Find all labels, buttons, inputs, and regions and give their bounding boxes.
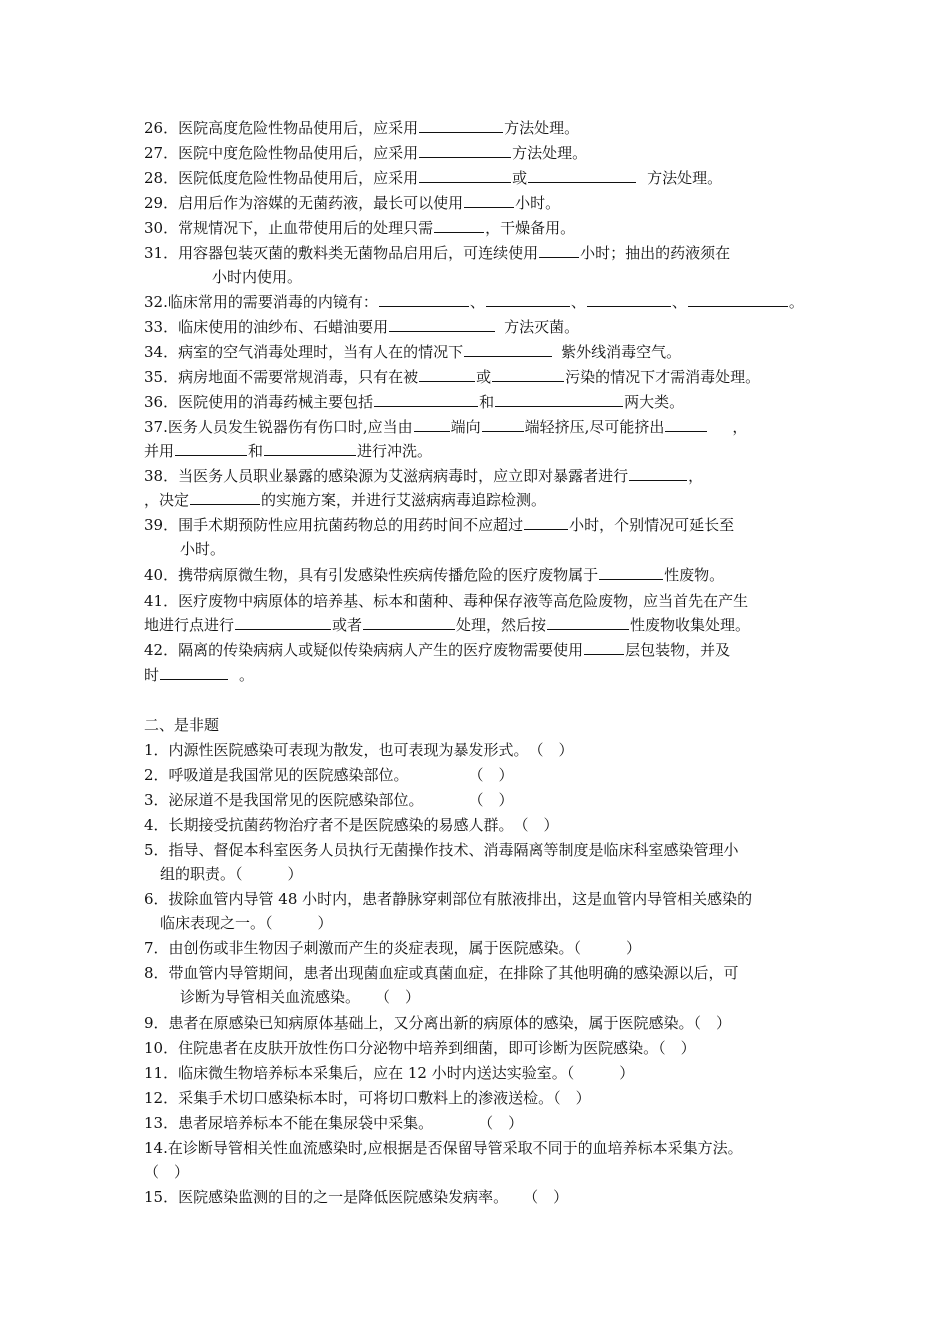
question-39: 39．围手术期预防性应用抗菌药物总的用药时间不应超过 小时，个别情况可延长至 [144,516,735,534]
question-40: 40．携带病原微生物，具有引发感染性疾病传播危险的医疗废物属于 性废物。 [144,566,725,584]
section-title: 二、是非题 [144,716,220,734]
blank[interactable] [414,417,450,432]
tf-item-6: 6．拔除血管内导管 48 小时内，患者静脉穿刺部位有脓液排出，这是血管内导管相关感染的 [144,890,753,908]
tf-item-1: 1．内源性医院感染可表现为散发，也可表现为暴发形式。 （ ） [144,741,574,759]
tf-item-5: 5．指导、督促本科室医务人员执行无菌操作技术、消毒隔离等制度是临床科室感染管理小 [144,841,739,859]
question-26: 26．医院高度危险性物品使用后，应采用 方法处理。 [144,119,580,137]
question-27: 27．医院中度危险性物品使用后，应采用 方法处理。 [144,144,588,162]
blank[interactable] [419,118,503,133]
blank[interactable] [160,665,228,680]
blank[interactable] [482,417,524,432]
blank[interactable] [688,292,788,307]
question-33: 33．临床使用的油纱布、石蜡油要用 方法灭菌。 [144,318,580,336]
blank[interactable] [235,615,331,630]
blank[interactable] [379,292,469,307]
question-42-cont: 时 。 [144,666,255,684]
blank[interactable] [492,367,564,382]
blank[interactable] [599,565,663,580]
question-29: 29．启用后作为溶媒的无菌药液，最长可以使用 小时。 [144,194,561,212]
blank[interactable] [389,317,495,332]
question-32: 32.临床常用的需要消毒的内镜有： 、 、 、 。 [144,293,804,311]
blank[interactable] [175,441,247,456]
question-34: 34．病室的空气消毒处理时，当有人在的情况下 紫外线消毒空气。 [144,343,682,361]
tf-item-10: 10．住院患者在皮肤开放性伤口分泌物中培养到细菌，即可诊断为医院感染。（ ） [144,1039,696,1057]
question-41-cont: 地进行点进行 或者 处理，然后按 性废物收集处理。 [144,616,751,634]
tf-item-6-cont: 临床表现之一。（ ） [160,914,333,932]
question-31-cont: 小时内使用。 [212,268,303,286]
question-30: 30．常规情况下，止血带使用后的处理只需 ，干燥备用。 [144,219,576,237]
blank[interactable] [190,490,260,505]
question-41: 41．医疗废物中病原体的培养基、标本和菌种、毒种保存液等高危险废物，应当首先在产生 [144,592,749,610]
blank[interactable] [419,168,511,183]
blank[interactable] [486,292,570,307]
tf-item-11: 11．临床微生物培养标本采集后，应在 12 小时内送达实验室。（ ） [144,1064,635,1082]
question-31: 31．用容器包装灭菌的敷料类无菌物品启用后，可连续使用 小时；抽出的药液须在 [144,244,731,262]
blank[interactable] [629,466,687,481]
question-37: 37.医务人员发生锐器伤有伤口时,应当由 端向 端轻挤压,尽可能挤出 ， [144,418,748,436]
tf-item-8-cont: 诊断为导管相关血流感染。 （ ） [180,988,421,1006]
tf-item-8: 8．带血管内导管期间，患者出现菌血症或真菌血症，在排除了其他明确的感染源以后，可 [144,964,739,982]
question-38-cont: ，决定 的实施方案，并进行艾滋病病毒追踪检测。 [144,491,547,509]
question-38: 38．当医务人员职业暴露的感染源为艾滋病病毒时，应立即对暴露者进行 ， [144,467,704,485]
blank[interactable] [374,392,478,407]
blank[interactable] [665,417,707,432]
blank[interactable] [584,640,624,655]
blank[interactable] [539,243,579,258]
tf-item-14: 14.在诊断导管相关性血流感染时,应根据是否保留导管采取不同于的血培养标本采集方法。 [144,1139,743,1157]
blank[interactable] [464,193,514,208]
blank[interactable] [434,218,484,233]
blank[interactable] [587,292,671,307]
tf-item-4: 4．长期接受抗菌药物治疗者不是医院感染的易感人群。 （ ） [144,816,559,834]
blank[interactable] [495,392,623,407]
tf-item-12: 12．采集手术切口感染标本时，可将切口敷料上的渗液送检。（ ） [144,1089,591,1107]
question-36: 36．医院使用的消毒药械主要包括 和 两大类。 [144,393,685,411]
tf-item-9: 9．患者在原感染已知病原体基础上，又分离出新的病原体的感染，属于医院感染。（ ） [144,1014,732,1032]
tf-item-13: 13．患者尿培养标本不能在集尿袋中采集。 （ ） [144,1114,524,1132]
tf-item-14-cont: （ ） [144,1163,190,1181]
blank[interactable] [528,168,636,183]
tf-item-2: 2．呼吸道是我国常见的医院感染部位。 （ ） [144,766,514,784]
blank[interactable] [419,367,475,382]
question-28: 28．医院低度危险性物品使用后，应采用 或 方法处理。 [144,169,723,187]
tf-item-5-cont: 组的职责。（ ） [160,865,303,883]
tf-item-3: 3．泌尿道不是我国常见的医院感染部位。 （ ） [144,791,514,809]
blank[interactable] [419,143,511,158]
question-35: 35．病房地面不需要常规消毒，只有在被 或 污染的情况下才需消毒处理。 [144,368,761,386]
blank[interactable] [524,515,568,530]
question-39-cont: 小时。 [180,540,226,558]
blank[interactable] [464,342,552,357]
tf-item-15: 15．医院感染监测的目的之一是降低医院感染发病率。 （ ） [144,1188,569,1206]
question-37-cont: 并用 和 进行冲洗。 [144,442,433,460]
blank[interactable] [363,615,455,630]
blank[interactable] [264,441,356,456]
blank[interactable] [547,615,629,630]
question-42: 42．隔离的传染病病人或疑似传染病病人产生的医疗废物需要使用 层包装物，并及 [144,641,731,659]
tf-item-7: 7．由创伤或非生物因子刺激而产生的炎症表现，属于医院感染。（ ） [144,939,642,957]
